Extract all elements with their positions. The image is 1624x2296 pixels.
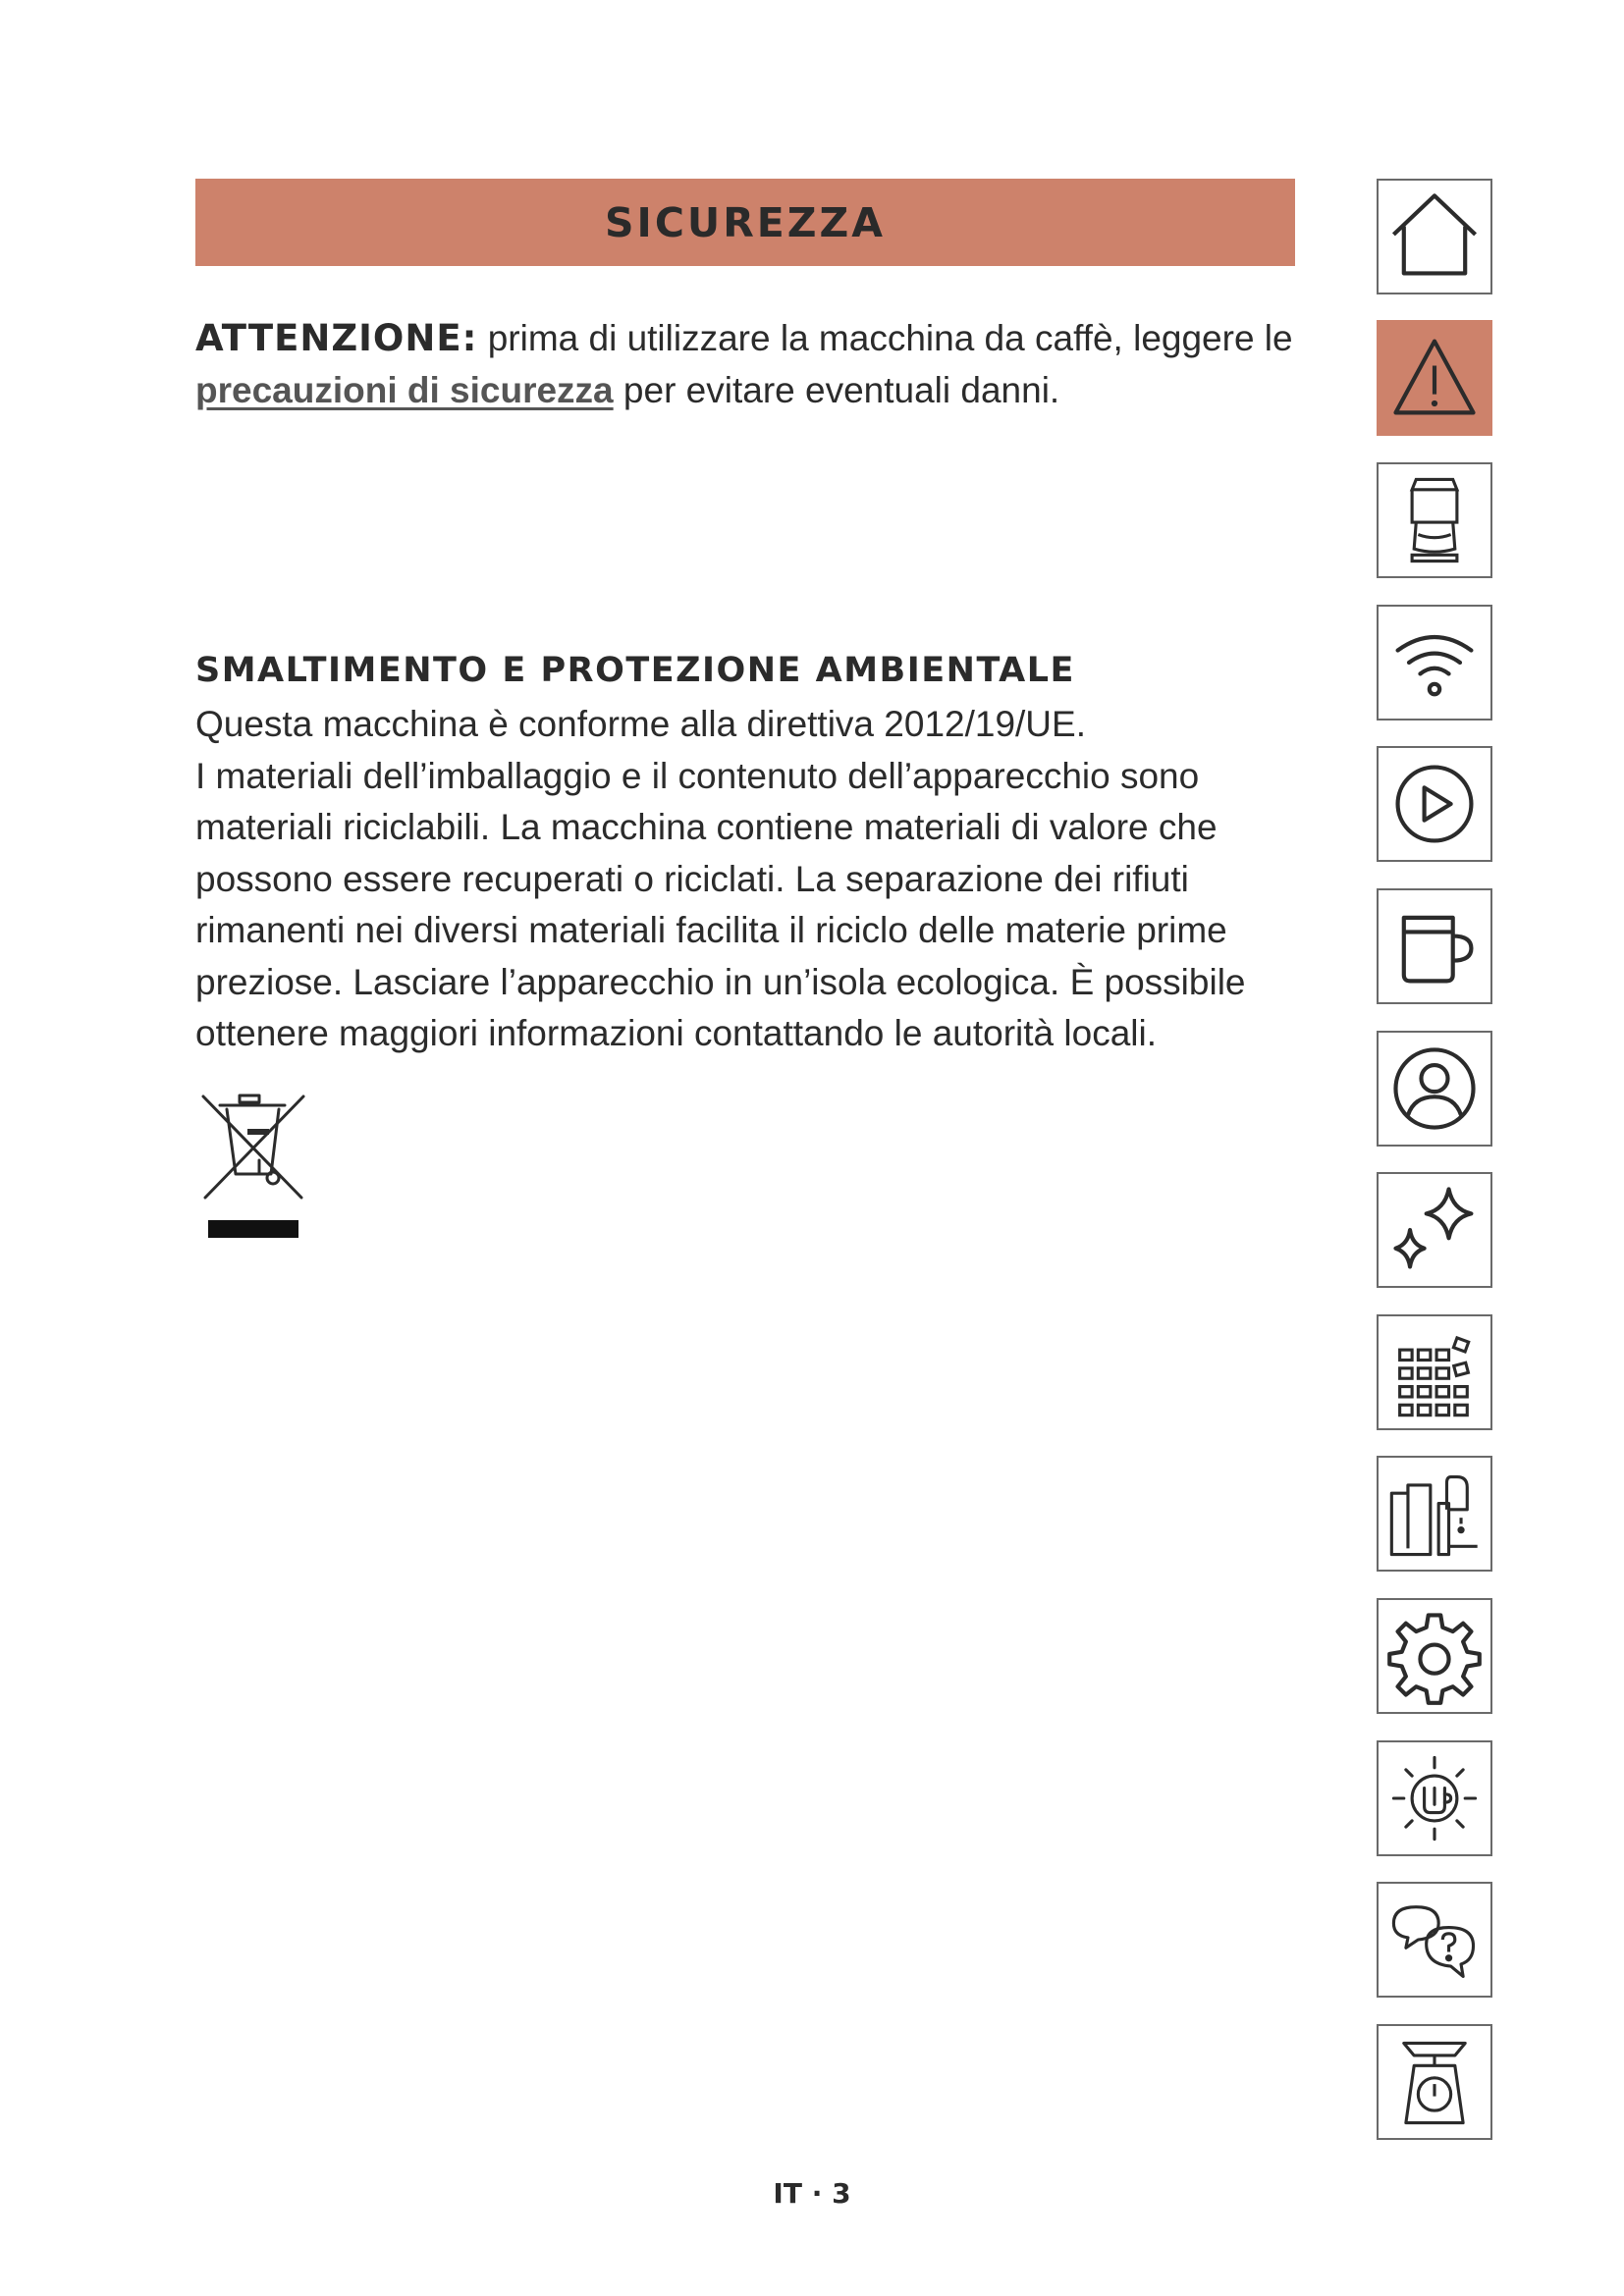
- safety-precautions-link[interactable]: precauzioni di sicurezza: [195, 370, 614, 410]
- page-title: SICUREZZA: [605, 198, 886, 246]
- tab-wifi[interactable]: [1377, 605, 1492, 721]
- weee-crossed-bin-icon: [200, 1092, 308, 1239]
- tab-energy[interactable]: [1377, 1740, 1492, 1856]
- warning-text: prima di utilizzare la macchina da caffè, leggere le: [477, 318, 1293, 358]
- settings-icon: [1383, 1605, 1486, 1707]
- disposal-paragraph: [195, 699, 1325, 1060]
- tab-safety[interactable]: [1377, 320, 1492, 436]
- tab-play[interactable]: [1377, 746, 1492, 862]
- tab-descaling[interactable]: [1377, 1456, 1492, 1572]
- scale-icon: [1383, 2031, 1486, 2133]
- coffee-machine-icon: [1383, 469, 1486, 571]
- page-number: IT · 3: [773, 2177, 851, 2210]
- help-icon: [1383, 1889, 1486, 1991]
- tab-machine[interactable]: [1377, 462, 1492, 578]
- user-icon: [1383, 1038, 1486, 1140]
- warning-paragraph: [195, 312, 1315, 416]
- directive-line: Questa macchina è conforme alla direttiva 2012/19/UE.: [195, 704, 1086, 744]
- tab-help[interactable]: [1377, 1882, 1492, 1998]
- tab-scale[interactable]: [1377, 2024, 1492, 2140]
- disposal-heading: SMALTIMENTO E PROTEZIONE AMBIENTALE: [195, 651, 1075, 690]
- cup-icon: [1383, 895, 1486, 997]
- descaling-icon: [1383, 1463, 1486, 1565]
- tab-home[interactable]: [1377, 179, 1492, 294]
- energy-icon: [1383, 1747, 1486, 1849]
- home-icon: [1383, 186, 1486, 288]
- warning-label: ATTENZIONE:: [195, 317, 478, 359]
- tab-cleaning[interactable]: [1377, 1172, 1492, 1288]
- capsules-icon: [1383, 1321, 1486, 1423]
- tab-settings[interactable]: [1377, 1598, 1492, 1714]
- tab-cup[interactable]: [1377, 888, 1492, 1004]
- tab-capsules[interactable]: [1377, 1314, 1492, 1430]
- disposal-body: I materiali dell’imballaggio e il contenuto dell’apparecchio sono materiali riciclabili. La macchina contiene materiali di valore che possono essere recuperati o riciclati. La separazione dei rifiuti rimanenti nei diversi materiali facilita il riciclo delle materie prime preziose. Lasciare l’apparecchio in un’isola ecologica. È possibile ottenere maggiori informazioni contattando le autorità locali.: [195, 755, 1246, 1053]
- warning-text-end: per evitare eventuali danni.: [613, 370, 1060, 410]
- sparkle-icon: [1383, 1179, 1486, 1281]
- play-icon: [1383, 753, 1486, 855]
- section-header-banner: [195, 179, 1295, 266]
- wifi-icon: [1383, 612, 1486, 714]
- warning-icon: [1383, 327, 1486, 429]
- tab-user[interactable]: [1377, 1031, 1492, 1147]
